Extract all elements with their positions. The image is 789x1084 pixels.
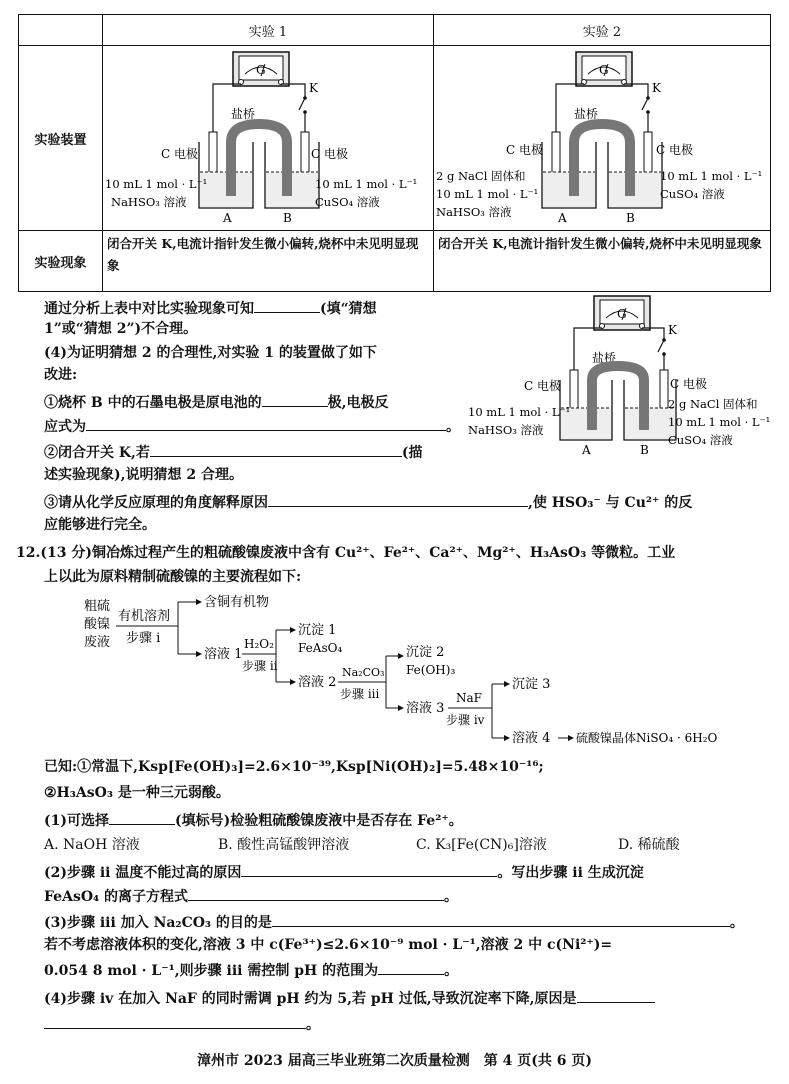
row-label-observation: 实验现象 <box>19 231 103 292</box>
answer-blank[interactable] <box>378 958 444 975</box>
flow-start-line2: 酸镍 <box>84 617 111 632</box>
answer-blank[interactable] <box>44 1012 306 1029</box>
answer-blank[interactable] <box>188 884 444 901</box>
flow-reagent1: 有机溶剂 <box>118 609 171 624</box>
right-solution-line2: CuSO₄ 溶液 <box>315 195 380 209</box>
left-solution-line1: 10 mL 1 mol · L⁻¹ <box>105 177 208 191</box>
electrode-label-right-2: C 电极 <box>656 143 693 157</box>
observation-1: 闭合开关 K,电流计指针发生微小偏转,烧杯中未见明显现象 <box>103 231 434 292</box>
apparatus-figure-2 <box>434 46 771 231</box>
flow-start-line3: 废液 <box>84 635 111 650</box>
known-condition-2: ②H₃AsO₃ 是一种三元弱酸。 <box>44 785 230 801</box>
q12-line2: 上以此为原料精制硫酸镍的主要流程如下: <box>44 569 302 585</box>
beaker-a-label-2: A <box>558 211 567 225</box>
fig3-left-line2: NaHSO₃ 溶液 <box>468 423 544 437</box>
beaker-a-label: A <box>223 211 232 225</box>
fig3-right-line3: CuSO₄ 溶液 <box>668 433 733 447</box>
beaker-b-label: B <box>283 211 292 225</box>
answer-blank[interactable] <box>262 390 328 407</box>
option-d[interactable]: D. 稀硫酸 <box>618 837 680 853</box>
process-flow-diagram <box>82 588 742 756</box>
q11-line6: 应式为 。 <box>44 414 460 438</box>
q11-line10: 应能够进行完全。 <box>44 517 156 533</box>
known-condition-1: 已知:①常温下,Ksp[Fe(OH)₃]=2.6×10⁻³⁹,Ksp[Ni(OH)₂]=5.48×10⁻¹⁶; <box>44 759 544 775</box>
electrode-label-right-3: C 电极 <box>670 377 707 391</box>
beaker-b-label-3: B <box>640 443 649 457</box>
table-corner-cell <box>19 15 103 46</box>
answer-blank[interactable] <box>150 440 402 457</box>
flow-step2: 步骤 ii <box>242 659 278 673</box>
q12-part4-line1: (4)步骤 iv 在加入 NaF 的同时需调 pH 约为 5,若 pH 过低,导致沉淀率下降,原因是 <box>44 986 655 1010</box>
flow-solution4: 溶液 4 <box>512 731 551 746</box>
apparatus-diagram-3 <box>462 290 774 458</box>
apparatus-diagram-2 <box>434 46 770 226</box>
switch-label: K <box>309 81 318 95</box>
apparatus-diagram-1 <box>103 46 433 226</box>
nacl-line2: 10 mL 1 mol · L⁻¹ <box>436 187 539 201</box>
flow-precipitate2-formula: Fe(OH)₃ <box>406 663 456 677</box>
flow-precipitate3: 沉淀 3 <box>512 677 551 692</box>
switch-label-3: K <box>668 323 677 337</box>
q12-part4-line2: 。 <box>44 1012 320 1036</box>
answer-blank[interactable] <box>109 808 175 825</box>
q11-line2: 1”或“猜想 2”)不合理。 <box>44 321 198 337</box>
flow-reagent4: NaF <box>456 691 482 705</box>
beaker-b-label-2: B <box>626 211 635 225</box>
q12-part1: (1)可选择 (填标号)检验粗硫酸镍废液中是否存在 Fe²⁺。 <box>44 808 463 832</box>
flow-start-line1: 粗硫 <box>84 599 111 614</box>
electrode-label-left-2: C 电极 <box>506 143 543 157</box>
flow-step3: 步骤 iii <box>340 687 380 701</box>
flow-precipitate2: 沉淀 2 <box>406 645 445 660</box>
flow-solution1: 溶液 1 <box>204 647 243 662</box>
flow-precipitate1-formula: FeAsO₄ <box>298 641 343 655</box>
q11-line7: ②闭合开关 K,若 (描 <box>44 440 423 464</box>
q12-part2-line1: (2)步骤 ii 温度不能过高的原因 。写出步骤 ii 生成沉淀 <box>44 860 644 884</box>
q11-line1: 通过分析上表中对比实验现象可知 (填“猜想 <box>44 296 377 320</box>
fig3-right-line2: 10 mL 1 mol · L⁻¹ <box>668 415 771 429</box>
answer-blank[interactable] <box>268 490 528 507</box>
electrode-label-right: C 电极 <box>311 147 348 161</box>
electrode-label-left-3: C 电极 <box>524 379 561 393</box>
nacl-line3: NaHSO₃ 溶液 <box>436 205 512 219</box>
right-solution-line1: 10 mL 1 mol · L⁻¹ <box>315 177 418 191</box>
galvanometer-label-3: G <box>617 307 627 321</box>
flow-precipitate1: 沉淀 1 <box>298 623 337 638</box>
observation-2: 闭合开关 K,电流计指针发生微小偏转,烧杯中未见明显现象 <box>434 231 771 292</box>
experiment-table <box>18 14 771 292</box>
salt-bridge-label: 盐桥 <box>231 107 256 121</box>
answer-blank[interactable] <box>254 296 320 313</box>
q11-line8: 述实验现象),说明猜想 2 合理。 <box>44 467 243 483</box>
nacl-line1: 2 g NaCl 固体和 <box>436 169 526 183</box>
beaker-a-label-3: A <box>582 443 591 457</box>
flow-reagent3: Na₂CO₃ <box>342 666 385 679</box>
page-footer: 漳州市 2023 届高三毕业班第二次质量检测 第 4 页(共 6 页) <box>197 1053 592 1069</box>
fig3-left-line1: 10 mL 1 mol · L⁻¹ <box>468 405 571 419</box>
electrode-label-left: C 电极 <box>161 147 198 161</box>
salt-bridge-label-2: 盐桥 <box>574 107 599 121</box>
flow-step1: 步骤 i <box>126 631 161 646</box>
left-solution-line2: NaHSO₃ 溶液 <box>111 195 187 209</box>
option-b[interactable]: B. 酸性高锰酸钾溶液 <box>218 837 350 853</box>
apparatus-figure-1 <box>103 46 434 231</box>
header-experiment-1: 实验 1 <box>103 15 434 46</box>
flow-product: 硫酸镍晶体NiSO₄ · 6H₂O <box>576 731 718 745</box>
q12-part2-line2: FeAsO₄ 的离子方程式 。 <box>44 884 458 908</box>
right2-line2: CuSO₄ 溶液 <box>660 187 725 201</box>
option-a[interactable]: A. NaOH 溶液 <box>44 837 140 853</box>
q11-line3: (4)为证明猜想 2 的合理性,对实验 1 的装置做了如下 <box>44 345 377 361</box>
q12-part3-line1: (3)步骤 iii 加入 Na₂CO₃ 的目的是 。 <box>44 910 744 934</box>
switch-label-2: K <box>652 81 661 95</box>
answer-blank[interactable] <box>241 860 497 877</box>
q11-line9: ③请从化学反应原理的角度解释原因 ,使 HSO₃⁻ 与 Cu²⁺ 的反 <box>44 490 692 514</box>
flow-output1: 含铜有机物 <box>204 595 270 610</box>
flow-solution3: 溶液 3 <box>406 701 445 716</box>
flow-solution2: 溶液 2 <box>298 675 337 690</box>
q12-part3-line3: 0.054 8 mol · L⁻¹,则步骤 iii 需控制 pH 的范围为 。 <box>44 958 458 982</box>
row-label-apparatus: 实验装置 <box>19 46 103 231</box>
option-c[interactable]: C. K₃[Fe(CN)₆]溶液 <box>416 837 547 853</box>
q11-line5: ①烧杯 B 中的石墨电极是原电池的 极,电极反 <box>44 390 388 414</box>
q12-part3-line2: 若不考虑溶液体积的变化,溶液 3 中 c(Fe³⁺)≤2.6×10⁻⁹ mol · L⁻¹,溶液 2 中 c(Ni²⁺)= <box>44 937 613 953</box>
galvanometer-label-2: G <box>599 63 609 77</box>
fig3-right-line1: 2 g NaCl 固体和 <box>668 397 758 411</box>
q11-line4: 改进: <box>44 367 78 383</box>
q12-line1: 12.(13 分)铜冶炼过程产生的粗硫酸镍废液中含有 Cu²⁺、Fe²⁺、Ca²⁺、Mg²⁺、H₃AsO₃ 等微粒。工业 <box>16 545 676 561</box>
answer-blank[interactable] <box>272 910 730 927</box>
header-experiment-2: 实验 2 <box>434 15 771 46</box>
switch-k <box>299 98 305 110</box>
salt-bridge-label-3: 盐桥 <box>592 351 617 365</box>
flow-reagent2: H₂O₂ <box>244 637 274 651</box>
right2-line1: 10 mL 1 mol · L⁻¹ <box>660 169 763 183</box>
answer-blank[interactable] <box>577 986 655 1003</box>
answer-blank[interactable] <box>86 414 446 431</box>
flow-step4: 步骤 iv <box>446 713 485 727</box>
galvanometer-label: G <box>256 63 266 77</box>
